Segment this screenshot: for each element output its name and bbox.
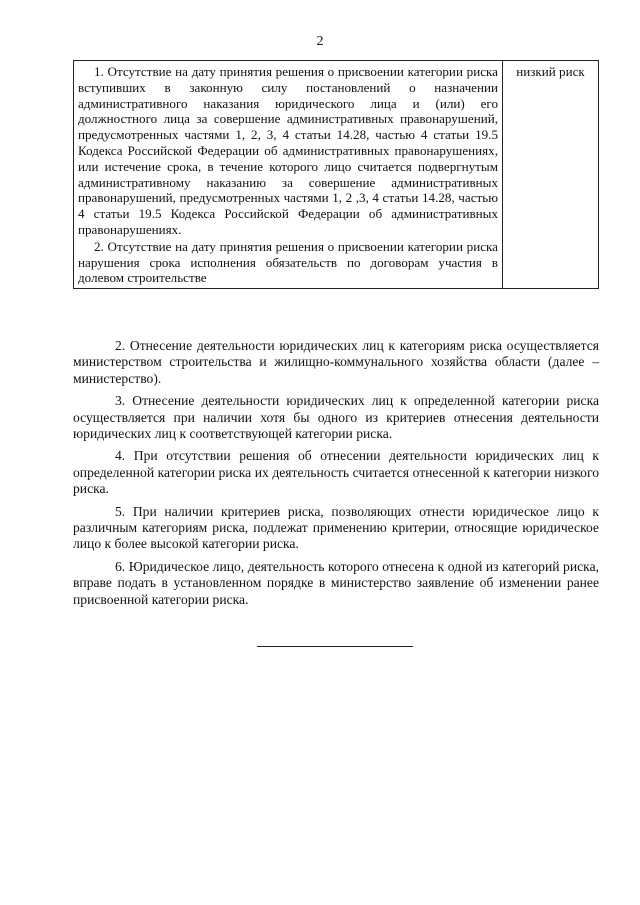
paragraph-2: 2. Отнесение деятельности юридических лиц к категориям риска осуществляется министерством строительства и жилищно-коммунального хозяйства области (далее – министерство). <box>73 338 599 386</box>
risk-criteria-table <box>73 60 599 289</box>
document-body <box>73 338 599 614</box>
risk-level-cell: низкий риск <box>503 61 599 289</box>
criterion-1: 1. Отсутствие на дату принятия решения о присвоении категории риска вступивших в законную силу постановлений о назначении административного наказания юридического лица и (или) его должностного лица за совершение административных правонарушений, предусмотренных частями 1, 2, 3, 4 статьи 14.28, частью 4 статьи 19.5 Кодекса Российской Федерации об административных правонарушениях, или истечение срока, в течение которого лицо считается подвергнутым административному наказанию за совершение административных правонарушений, предусмотренных частями 1, 2 ,3, 4 статьи 14.28, частью 4 статьи 19.5 Кодекса Российской Федерации об административных правонарушениях. <box>78 64 498 237</box>
table-row <box>74 61 599 289</box>
criteria-cell <box>74 61 503 289</box>
end-of-document-line <box>257 646 413 647</box>
paragraph-4: 4. При отсутствии решения об отнесении деятельности юридических лиц к определенной категории риска их деятельность считается отнесенной к категории низкого риска. <box>73 448 599 497</box>
criterion-2: 2. Отсутствие на дату принятия решения о присвоении категории риска нарушения срока исполнения обязательств по договорам участия в долевом строительстве <box>78 238 498 286</box>
paragraph-3: 3. Отнесение деятельности юридических лиц к определенной категории риска осуществляется при наличии хотя бы одного из критериев отнесения деятельности юридических лиц к соответствующей категории риска. <box>73 393 599 442</box>
page-number: 2 <box>316 34 324 49</box>
paragraph-6: 6. Юридическое лицо, деятельность которого отнесена к одной из категорий риска, вправе подать в установленном порядке в министерство заявление об изменении ранее присвоенной категории риска. <box>73 558 599 607</box>
paragraph-5: 5. При наличии критериев риска, позволяющих отнести юридическое лицо к различным категориям риска, подлежат применению критерии, относящие юридическое лицо к более высокой категории риска. <box>73 503 599 552</box>
